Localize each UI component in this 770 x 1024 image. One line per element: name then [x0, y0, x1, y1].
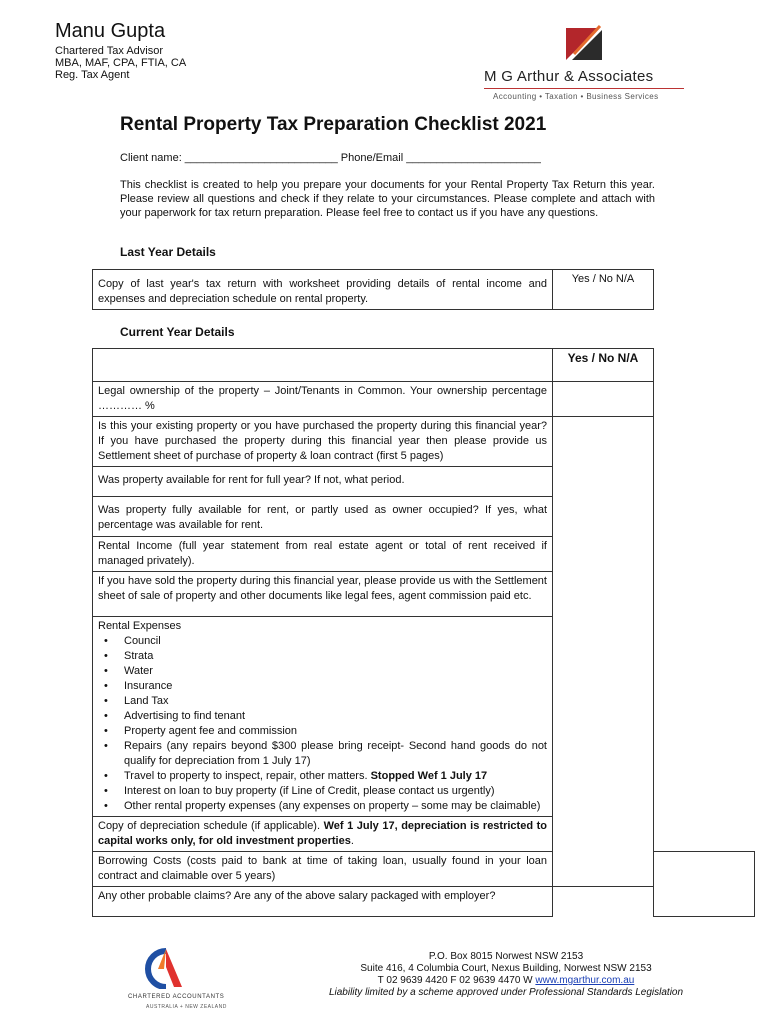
- list-item: • Insurance: [104, 679, 547, 694]
- logo-divider: [484, 88, 684, 89]
- advisor-title: Chartered Tax Advisor: [55, 45, 164, 57]
- depreciation-text: Copy of depreciation schedule (if applicable).: [98, 820, 321, 832]
- list-item: • Water: [104, 664, 547, 679]
- document-title: Rental Property Tax Preparation Checklist 2021: [120, 114, 547, 135]
- company-tagline: Accounting • Taxation • Business Services: [493, 92, 659, 101]
- list-item: • Repairs (any repairs beyond $300 please bring receipt- Second hand goods do not qualify for depreciation from 1 July 17): [104, 739, 547, 769]
- table-row-borrowing: Borrowing Costs (costs paid to bank at time of taking loan, usually found in your loan contract and claimable over 5 years): [93, 852, 553, 887]
- travel-note: Stopped Wef 1 July 17: [370, 770, 488, 782]
- table-row-ownership: Legal ownership of the property – Joint/Tenants in Common. Your ownership percentage ………… %: [93, 382, 553, 417]
- ca-name: CHARTERED ACCOUNTANTS: [128, 994, 225, 1000]
- footer-disclaimer: Liability limited by a scheme approved under Professional Standards Legislation: [328, 987, 684, 998]
- table-row-rental-income: Rental Income (full year statement from real estate agent or total of rent received if managed privately).: [93, 537, 553, 572]
- list-item: • Land Tax: [104, 694, 547, 709]
- answer-cell[interactable]: [553, 417, 654, 887]
- answer-cell[interactable]: [553, 382, 654, 417]
- current-year-table: [92, 348, 755, 917]
- website-link[interactable]: www.mgarthur.com.au: [535, 975, 635, 986]
- answer-cell[interactable]: [654, 852, 755, 917]
- travel-text: Travel to property to inspect, repair, other matters.: [124, 770, 368, 782]
- intro-paragraph: This checklist is created to help you prepare your documents for your Rental Property Tax Return this year. Please review all questions and check if they relate to your circumstances. Please complete and attach with your paperwork for tax return preparation. Please feel free to contact us if you have any questions.: [120, 179, 655, 219]
- table-row-owner-occupied: Was property fully available for rent, or partly used as owner occupied? If yes, what percentage was available for rent.: [93, 497, 553, 537]
- client-line: Client name: _________________________ Phone/Email ______________________: [120, 152, 541, 164]
- chartered-accountants-logo-icon: [136, 947, 196, 989]
- advisor-qualifications: MBA, MAF, CPA, FTIA, CA: [55, 57, 187, 69]
- table-row-purchase: Is this your existing property or you have purchased the property during this financial year? If you have purchased the property during this financial year then please provide us Settlement sheet of purchase of property & loan contract (first 5 pages): [93, 417, 553, 467]
- table-row-sale: If you have sold the property during this financial year, please provide us with the Settlement sheet of sale of property and other documents like legal fees, agent commission paid etc.: [93, 572, 553, 617]
- answer-header: Yes / No N/A: [553, 349, 654, 382]
- company-name: M G Arthur & Associates: [484, 68, 654, 85]
- depreciation-note: Wef 1 July 17, depreciation is restricted to capital works only, for old investment properties: [98, 820, 547, 847]
- list-item: • Other rental property expenses (any expenses on property – some may be claimable): [104, 799, 547, 814]
- last-year-item: Copy of last year's tax return with worksheet providing details of rental income and expenses and depreciation schedule on rental property.: [93, 270, 553, 310]
- advisor-registration: Reg. Tax Agent: [55, 69, 130, 81]
- list-item: • Interest on loan to buy property (if Line of Credit, please contact us urgently): [104, 784, 547, 799]
- footer-phone-line: [320, 975, 692, 987]
- table-row-availability: Was property available for rent for full year? If not, what period.: [93, 467, 553, 497]
- footer-phone: T 02 9639 4420 F 02 9639 4470 W: [377, 975, 533, 986]
- expenses-title: Rental Expenses: [98, 620, 182, 632]
- current-year-heading: Current Year Details: [120, 325, 235, 339]
- table-row-expenses: [93, 617, 553, 817]
- expenses-list: [98, 634, 547, 814]
- table-row-other-claims: Any other probable claims? Are any of the above salary packaged with employer?: [93, 887, 553, 917]
- last-year-heading: Last Year Details: [120, 245, 216, 259]
- mg-arthur-logo-icon: [562, 20, 606, 64]
- table-row-depreciation: Copy of depreciation schedule (if applicable). Wef 1 July 17, depreciation is restricted to capital works only, for old investment properties.: [93, 817, 553, 852]
- footer-contact: [320, 951, 692, 999]
- list-item: • Council: [104, 634, 547, 649]
- list-item: [104, 769, 547, 784]
- footer-address: Suite 416, 4 Columbia Court, Nexus Building, Norwest NSW 2153: [360, 963, 652, 974]
- last-year-table: [92, 269, 654, 310]
- list-item: • Advertising to find tenant: [104, 709, 547, 724]
- list-item: • Strata: [104, 649, 547, 664]
- footer-po-box: P.O. Box 8015 Norwest NSW 2153: [428, 951, 584, 962]
- last-year-answer[interactable]: Yes / No N/A: [553, 270, 654, 310]
- ca-region: AUSTRALIA + NEW ZEALAND: [146, 1004, 227, 1010]
- list-item: • Property agent fee and commission: [104, 724, 547, 739]
- advisor-name: Manu Gupta: [55, 20, 166, 42]
- table-header-blank: [93, 349, 553, 382]
